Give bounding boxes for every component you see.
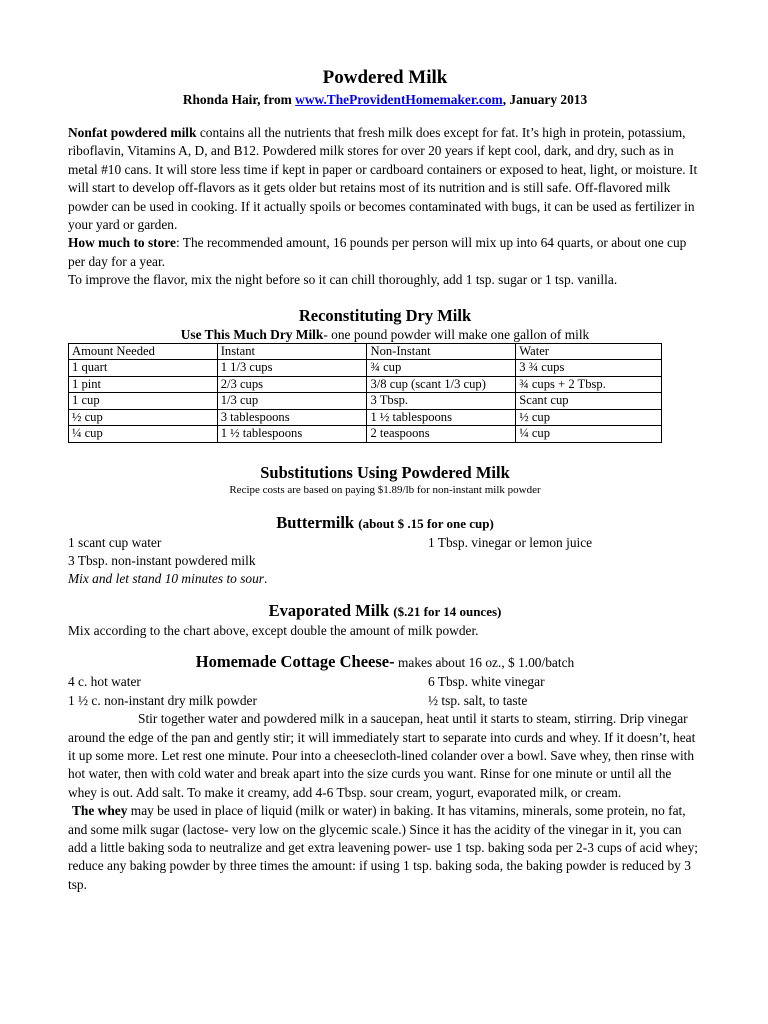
whey-text: may be used in place of liquid (milk or water) in baking. It has vitamins, minerals, some protein, no fat, and some milk sugar (lactose- very low on the glycemic scale.) Since it has the acidity of the vinegar in it, you can add a little baking soda to neutralize and get extra leavening power- use 1 tsp. baking soda per 2-3 cups of acid whey; reduce any baking powder by three times the amount: if using 1 tsp. baking soda, the baking powder is reduced by 3 tsp.: [68, 803, 699, 892]
cottage-salt: ½ tsp. salt, to taste: [428, 692, 528, 708]
table-caption: [68, 326, 702, 343]
storage-label: How much to store: [68, 235, 176, 251]
cottage-title: Homemade Cottage Cheese-: [195, 652, 395, 672]
flavor-paragraph: To improve the flavor, mix the night before so it can chill thoroughly, add 1 tsp. sugar or 1 tsp. vanilla.: [68, 272, 618, 288]
table-cell: ¾ cup: [367, 360, 516, 377]
cost-note: Recipe costs are based on paying $1.89/lb for non-instant milk powder: [229, 483, 541, 496]
intro-lead: Nonfat powdered milk: [68, 125, 197, 140]
intro-paragraph: [68, 124, 702, 234]
buttermilk-instruction-end: .: [264, 571, 268, 587]
table-cell: 2 teaspoons: [367, 426, 516, 443]
table-cell: 1 ½ tablespoons: [367, 409, 516, 426]
table-header-cell: Instant: [217, 343, 367, 360]
storage-paragraph: [68, 234, 702, 271]
byline-prefix: Rhonda Hair, from: [182, 92, 296, 107]
table-header-cell: Amount Needed: [69, 343, 218, 360]
byline: [68, 91, 702, 109]
table-cell: 1 cup: [69, 393, 218, 410]
intro-text: contains all the nutrients that fresh milk does except for fat. It’s high in protein, potassium, riboflavin, Vitamins A, D, and B12. Powdered milk stores for over 20 years if kept cool, dark, and dry, such as in metal #10 cans. It will store less time if kept in paper or cardboard containers or exposed to heat, light, or moisture. It will start to develop off-flavors as it gets older but retains most of its nutrition and is still safe. Off-flavored milk powder can be used in cooking. If it actually spoils or becomes contaminated with bugs, it can be used as fertilizer in your yard or garden.: [68, 125, 698, 233]
table-row: [69, 376, 662, 393]
table-cell: 1/3 cup: [217, 393, 367, 410]
table-row: [69, 360, 662, 377]
table-cell: 1 1/3 cups: [217, 360, 367, 377]
buttermilk-instruction: [68, 570, 702, 588]
table-row: [69, 409, 662, 426]
table-header-cell: Non-Instant: [367, 343, 516, 360]
storage-text: : The recommended amount, 16 pounds per person will mix up into 64 quarts, or about one cup per day for a year.: [68, 235, 687, 269]
buttermilk-title: Buttermilk: [276, 512, 355, 532]
whey-label: The whey: [72, 803, 128, 819]
table-cell: 3/8 cup (scant 1/3 cup): [367, 376, 516, 393]
cottage-heading: [68, 652, 702, 673]
table-header-row: [69, 343, 662, 360]
table-cell: 3 ¾ cups: [516, 360, 662, 377]
buttermilk-vinegar: 1 Tbsp. vinegar or lemon juice: [428, 534, 593, 550]
table-cell: ¼ cup: [516, 426, 662, 443]
buttermilk-cost: (about $ .15 for one cup): [358, 515, 494, 531]
cottage-powder: 1 ½ c. non-instant dry milk powder: [68, 692, 257, 708]
source-link[interactable]: www.TheProvidentHomemaker.com: [295, 92, 503, 107]
cottage-vinegar: 6 Tbsp. white vinegar: [428, 674, 545, 690]
table-cell: ¾ cups + 2 Tbsp.: [516, 376, 662, 393]
buttermilk-instruction-text: Mix and let stand 10 minutes to sour: [68, 571, 265, 587]
evaporated-text: Mix according to the chart above, except double the amount of milk powder.: [68, 622, 479, 638]
caption-bold: Use This Much Dry Milk: [180, 326, 324, 342]
table-cell: ½ cup: [69, 409, 218, 426]
whey-paragraph: [68, 802, 702, 894]
buttermilk-row-1: [68, 534, 702, 552]
table-cell: ¼ cup: [69, 426, 218, 443]
table-cell: 2/3 cups: [217, 376, 367, 393]
table-row: [69, 426, 662, 443]
cottage-row-2: [68, 692, 702, 710]
substitutions-heading: Substitutions Using Powdered Milk: [260, 462, 510, 482]
table-cell: 1 ½ tablespoons: [217, 426, 367, 443]
table-cell: Scant cup: [516, 393, 662, 410]
page-title: Powdered Milk: [322, 67, 448, 88]
reconstituting-table: [68, 343, 662, 443]
cottage-makes: makes about 16 oz., $ 1.00/batch: [394, 655, 575, 671]
table-header-cell: Water: [516, 343, 662, 360]
byline-suffix: , January 2013: [502, 92, 588, 107]
table-row: [69, 393, 662, 410]
table-cell: ½ cup: [516, 409, 662, 426]
evaporated-cost: ($.21 for 14 ounces): [393, 603, 502, 619]
caption-rest: - one pound powder will make one gallon of milk: [323, 326, 590, 342]
evaporated-heading: [68, 601, 702, 622]
buttermilk-milk: 3 Tbsp. non-instant powdered milk: [68, 553, 256, 569]
reconstituting-heading: Reconstituting Dry Milk: [298, 305, 472, 325]
cottage-row-1: [68, 673, 702, 691]
cottage-method: Stir together water and powdered milk in a saucepan, heat until it starts to steam, stirring. Drip vinegar around the edge of the pan and gently stir; it will immediately start to separate into curds and whey. If it doesn’t, heat it up some more. Let rest one minute. Pour into a cheesecloth-lined colander over a bowl. Save whey, then rinse with hot water, then with cold water and break apart into the size curds you want. Rinse for one minute or until all the whey is out. Add salt. To make it creamy, add 4-6 Tbsp. sour cream, yogurt, evaporated milk, or cream.: [68, 711, 696, 800]
table-cell: 1 pint: [69, 376, 218, 393]
cottage-water: 4 c. hot water: [68, 674, 141, 690]
table-cell: 3 Tbsp.: [367, 393, 516, 410]
evaporated-title: Evaporated Milk: [268, 600, 390, 620]
buttermilk-heading: [68, 513, 702, 534]
table-cell: 3 tablespoons: [217, 409, 367, 426]
table-cell: 1 quart: [69, 360, 218, 377]
buttermilk-water: 1 scant cup water: [68, 534, 162, 550]
